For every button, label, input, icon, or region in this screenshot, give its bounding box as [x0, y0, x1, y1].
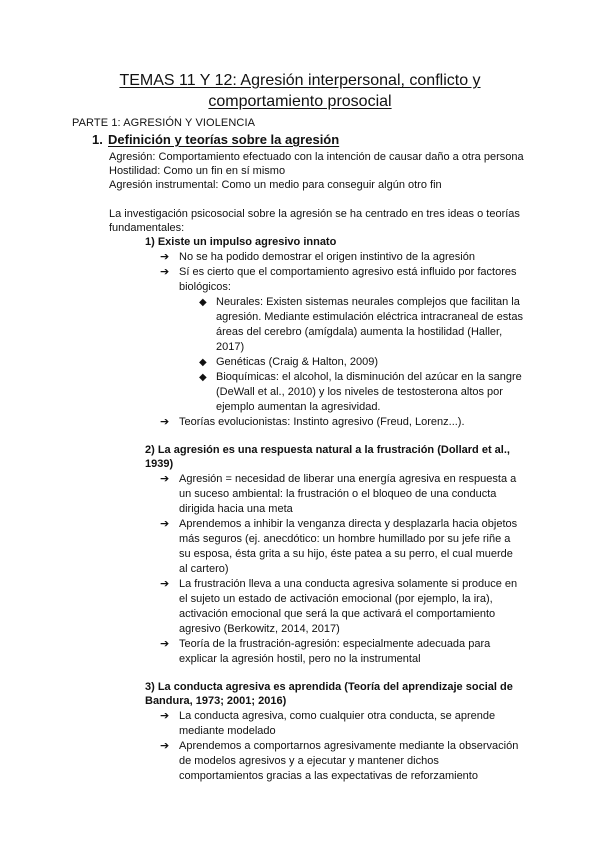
sub-list-item: [199, 295, 524, 355]
part-heading: PARTE 1: AGRESIÓN Y VIOLENCIA: [72, 117, 256, 129]
arrow-right-icon: ➔: [160, 638, 170, 650]
definition-hostility: Hostilidad: Como un fin en sí mismo: [109, 165, 286, 177]
arrow-right-icon: ➔: [160, 266, 170, 278]
arrow-right-icon: ➔: [160, 416, 170, 428]
list-item: [160, 577, 524, 637]
section-number: 1.: [92, 132, 103, 147]
list-item: [160, 265, 524, 295]
list-item-text: Aprendemos a comportarnos agresivamente mediante la observación de modelos agresivos y a ejecutar y mantener dichos comportamientos gracias a las expectativas de reforzamiento: [179, 740, 519, 782]
list-item-text: No se ha podido demostrar el origen instintivo de la agresión: [179, 251, 475, 263]
theory-list: [72, 250, 528, 430]
list-item-text: Teorías evolucionistas: Instinto agresivo (Freud, Lorenz...).: [179, 416, 465, 428]
list-item: [160, 739, 524, 784]
theory-heading: 2) La agresión es una respuesta natural a la frustración (Dollard et al., 1939): [145, 444, 510, 470]
sub-list-item: [199, 370, 524, 415]
sub-list-item: [199, 355, 524, 370]
arrow-right-icon: ➔: [160, 518, 170, 530]
theories-container: [72, 235, 528, 784]
list-item-text: La conducta agresiva, como cualquier otra conducta, se aprende mediante modelado: [179, 710, 496, 737]
list-item-text: La frustración lleva a una conducta agresiva solamente si produce en el sujeto un estado de activación emocional (por ejemplo, la ira), activación emocional que será la que activará el comportamiento agresivo (Berkowitz, 2014, 2017): [179, 578, 518, 635]
list-item: [160, 472, 524, 517]
arrow-right-icon: ➔: [160, 251, 170, 263]
title-line-2: comportamiento prosocial: [208, 93, 392, 110]
theory-heading: 3) La conducta agresiva es aprendida (Teoría del aprendizaje social de Bandura, 1973; 2001; 2016): [145, 681, 513, 707]
arrow-right-icon: ➔: [160, 578, 170, 590]
intro-paragraph: La investigación psicosocial sobre la agresión se ha centrado en tres ideas o teorías fundamentales:: [109, 208, 520, 234]
sub-list-item-text: Bioquímicas: el alcohol, la disminución del azúcar en la sangre (DeWall et al., 2010) y los niveles de testosterona altos por ejemplo aumentan la agresividad.: [216, 371, 522, 413]
list-item-text: Aprendemos a inhibir la venganza directa y desplazarla hacia objetos más seguros (ej. anecdótico: un hombre humillado por su jefe riñe a su esposa, ésta grita a su hijo, éste patea a su perro, el cual muerde al cartero): [179, 518, 518, 575]
list-item: [160, 517, 524, 577]
list-item-text: Agresión = necesidad de liberar una energía agresiva en respuesta a un suceso ambiental: la frustración o el bloqueo de una conducta dirigida hacia una meta: [179, 473, 517, 515]
arrow-right-icon: ➔: [160, 473, 170, 485]
sub-list-item-text: Genéticas (Craig & Halton, 2009): [216, 356, 379, 368]
arrow-right-icon: ➔: [160, 740, 170, 752]
document-title: [72, 70, 528, 112]
section-heading: [92, 132, 528, 148]
arrow-right-icon: ➔: [160, 710, 170, 722]
diamond-bullet-icon: ◆: [199, 297, 207, 308]
diamond-bullet-icon: ◆: [199, 372, 207, 383]
list-item-text: Sí es cierto que el comportamiento agresivo está influido por factores biológicos:: [179, 266, 517, 293]
theory-heading: 1) Existe un impulso agresivo innato: [145, 236, 337, 248]
diamond-bullet-icon: ◆: [199, 357, 207, 368]
list-item: [160, 415, 524, 430]
theory-list: [72, 709, 528, 784]
theory-list: [72, 472, 528, 667]
definition-aggression: Agresión: Comportamiento efectuado con la intención de causar daño a otra persona: [109, 151, 524, 163]
list-item: [160, 250, 524, 265]
list-item: [160, 637, 524, 667]
list-item-text: Teoría de la frustración-agresión: especialmente adecuada para explicar la agresión hostil, pero no la instrumental: [179, 638, 491, 665]
title-line-1: TEMAS 11 Y 12: Agresión interpersonal, conflicto y: [119, 72, 481, 89]
section-title: Definición y teorías sobre la agresión: [108, 132, 340, 147]
definition-instrumental: Agresión instrumental: Como un medio para conseguir algún otro fin: [109, 179, 442, 191]
definition-list: [109, 150, 528, 192]
list-item: [160, 709, 524, 739]
sub-list-item-text: Neurales: Existen sistemas neurales complejos que facilitan la agresión. Mediante estimulación eléctrica intracraneal de estas áreas del cerebro (amígdala) aumenta la hostilidad (Haller, 2017): [216, 296, 523, 353]
